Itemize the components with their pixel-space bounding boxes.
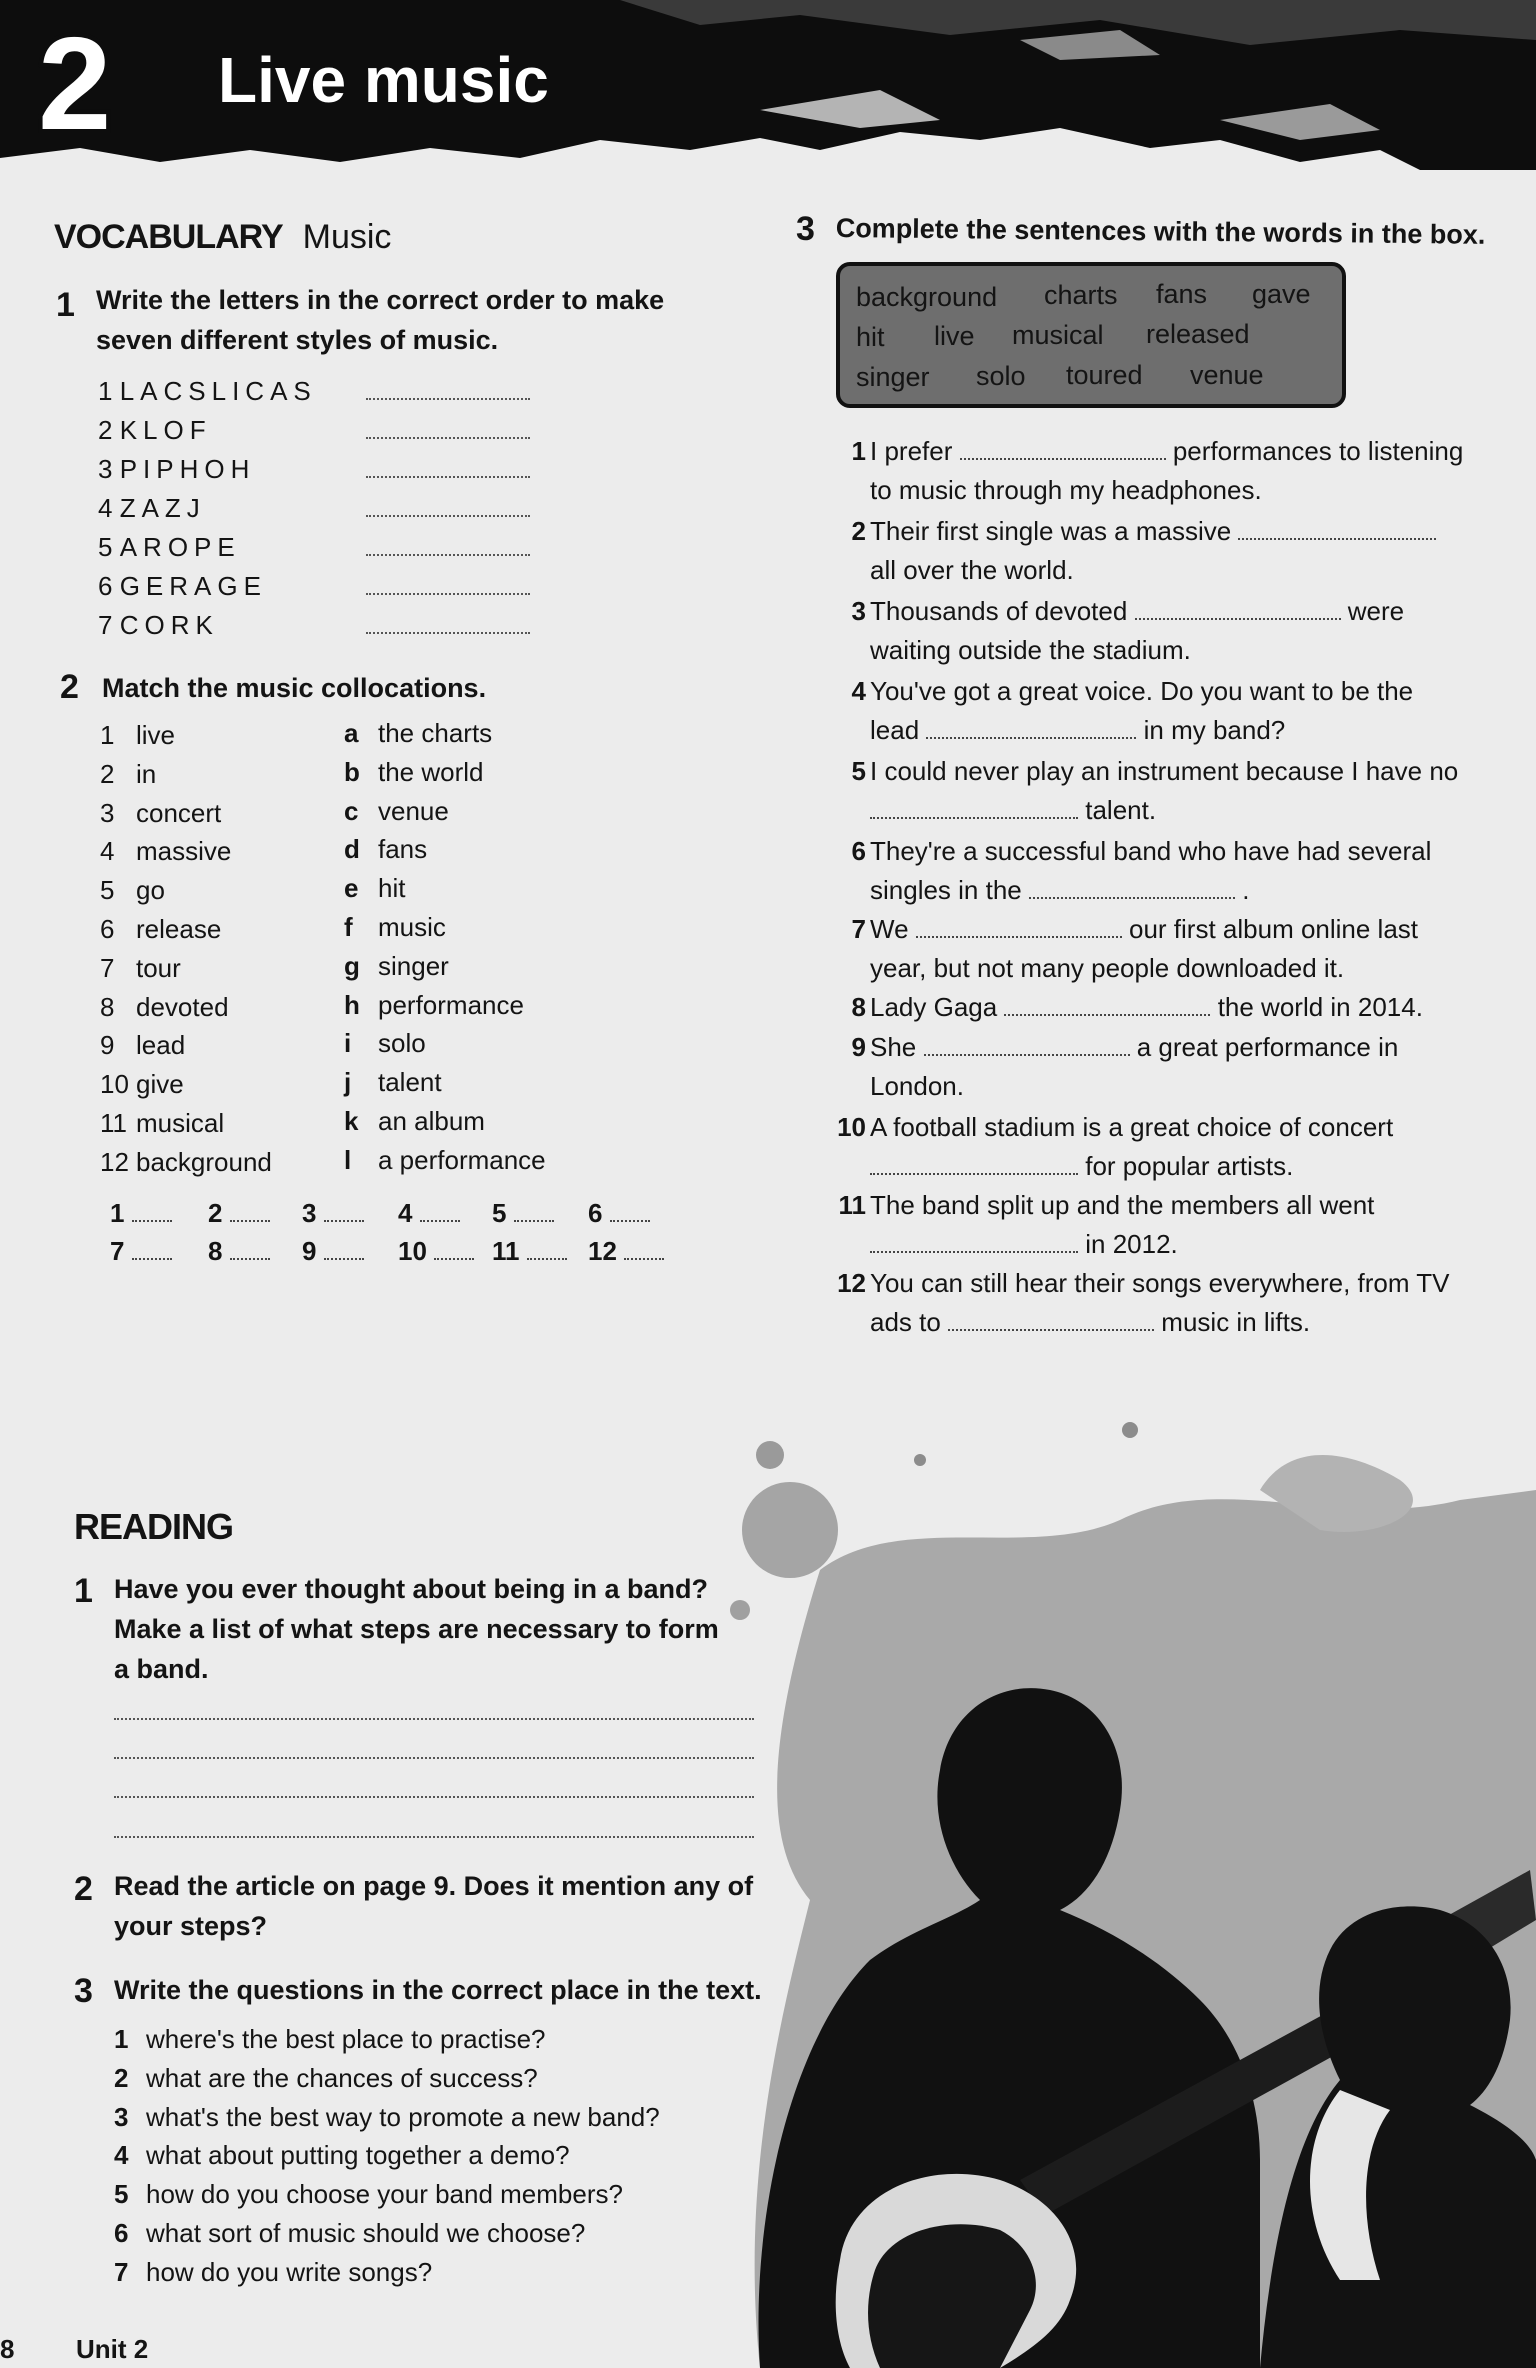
vocabulary-subheading: Music [302, 218, 392, 256]
sentence-text: . [1242, 875, 1250, 905]
scrambled-letters: ZAZJ [119, 493, 206, 523]
answer-number: 5 [492, 1198, 507, 1228]
answer-blank[interactable] [366, 437, 530, 439]
word-box-word: singer [856, 362, 930, 392]
reading-ex3-instruction: Write the questions in the correct place in the text. [114, 1975, 762, 2005]
item-number: 12 [100, 1146, 129, 1177]
answer-blank[interactable] [366, 476, 530, 478]
item-number: 5 [100, 875, 115, 906]
unit-label: Unit 2 [76, 2334, 149, 2364]
collocation-right-item [344, 832, 427, 866]
item-letter: d [344, 834, 360, 865]
answer-number: 1 [110, 1198, 125, 1228]
sentence-text: Their first single was a massive [870, 516, 1232, 546]
item-number: 1 [98, 376, 113, 406]
sentence-text: You can still hear their songs everywhere, from TV [870, 1268, 1450, 1298]
collocation-left-item [100, 1145, 272, 1179]
list-item [98, 608, 219, 642]
item-text: hit [378, 873, 406, 904]
answer-blank[interactable] [366, 632, 530, 634]
sentence-1 [851, 432, 1490, 510]
item-text: in [136, 758, 157, 789]
answer-blank[interactable] [610, 1200, 650, 1222]
item-text: solo [378, 1028, 426, 1059]
reading-ex3-number: 3 [74, 1972, 93, 2010]
sentence-text: ads to [870, 1307, 941, 1337]
collocation-left-item [100, 834, 231, 868]
item-text: how do you write songs? [146, 2256, 433, 2287]
reading-ex2-line2: your steps? [114, 1911, 268, 1941]
item-letter: b [344, 756, 360, 787]
item-text: an album [378, 1106, 485, 1136]
item-number: 2 [100, 758, 115, 789]
band-photo [700, 1400, 1536, 2368]
collocation-right-item [344, 1104, 485, 1138]
word-box-word: toured [1066, 360, 1143, 390]
sentence-text: A football stadium is a great choice of concert [870, 1112, 1394, 1142]
reading-heading: READING [74, 1506, 234, 1547]
answer-slot[interactable] [110, 1234, 172, 1268]
question-item [114, 2255, 432, 2289]
scrambled-letters: GERAGE [119, 571, 267, 601]
answer-blank[interactable] [870, 1231, 1078, 1253]
writing-line[interactable] [114, 1836, 754, 1838]
item-text: the charts [378, 718, 493, 748]
sentence-8 [851, 988, 1490, 1027]
reading-ex2-number: 2 [74, 1870, 93, 1908]
sentence-text: Lady Gaga [870, 992, 998, 1022]
answer-number: 4 [398, 1198, 413, 1228]
sentence-text: I prefer [870, 436, 953, 466]
reading-ex1-line3: a band. [114, 1654, 209, 1684]
answer-blank[interactable] [960, 438, 1166, 460]
sentence-text: singles in the [870, 875, 1022, 905]
answer-blank[interactable] [132, 1200, 172, 1222]
item-letter: j [344, 1067, 352, 1098]
answer-slot[interactable] [398, 1234, 474, 1268]
collocation-left-item [100, 1106, 224, 1140]
answer-number: 2 [208, 1198, 223, 1228]
collocation-left-item [100, 796, 221, 830]
answer-slot[interactable] [588, 1196, 650, 1230]
collocation-right-item [344, 755, 484, 789]
word-box-word: solo [976, 361, 1026, 391]
question-item [114, 2022, 546, 2056]
item-text: give [136, 1069, 184, 1100]
sentence-text: the world in 2014. [1217, 992, 1423, 1022]
item-text: massive [136, 836, 232, 867]
item-text: a performance [378, 1144, 546, 1175]
sentence-text: The band split up and the members all went [870, 1190, 1375, 1220]
list-item [98, 413, 212, 447]
scrambled-letters: LACSLICAS [119, 376, 317, 406]
unit-number: 2 [38, 10, 112, 157]
reading-ex1-line1: Have you ever thought about being in a band? [114, 1574, 709, 1604]
answer-number: 8 [208, 1236, 223, 1266]
vocab-ex2-number: 2 [60, 668, 79, 706]
word-box-word: released [1146, 319, 1250, 349]
word-box-word: fans [1156, 279, 1208, 309]
scrambled-letters: CORK [119, 610, 219, 640]
item-number: 3 [100, 797, 115, 828]
collocation-right-item [344, 910, 446, 944]
item-text: lead [136, 1030, 186, 1061]
answer-blank[interactable] [1004, 994, 1210, 1016]
answer-slot[interactable] [302, 1196, 364, 1230]
item-number: 7 [114, 2256, 129, 2287]
item-number: 6 [100, 914, 115, 944]
sentence-5 [851, 752, 1510, 830]
item-letter: h [344, 989, 360, 1020]
sentence-text: We [870, 914, 909, 944]
answer-blank[interactable] [624, 1238, 664, 1260]
answer-blank[interactable] [132, 1238, 172, 1260]
answer-blank[interactable] [1238, 518, 1436, 540]
sentence-7 [851, 910, 1490, 988]
answer-blank[interactable] [366, 593, 530, 595]
list-item [98, 491, 206, 525]
collocation-left-item [100, 990, 229, 1024]
answer-blank[interactable] [366, 398, 530, 400]
reading-ex2-line1: Read the article on page 9. Does it mention any of [114, 1871, 754, 1901]
collocation-left-item [100, 718, 175, 752]
item-text: performance [378, 989, 524, 1020]
sentence-number: 10 [837, 1112, 866, 1142]
sentence-text: our first album online last [1129, 914, 1419, 944]
word-box [836, 262, 1346, 408]
item-text: live [136, 720, 176, 750]
item-number: 5 [98, 532, 113, 562]
vocab-ex3-instruction: Complete the sentences with the words in the box. [835, 212, 1486, 250]
answer-blank[interactable] [230, 1238, 270, 1260]
item-number: 6 [114, 2218, 129, 2248]
question-item [114, 2061, 538, 2095]
sentence-text: music in lifts. [1161, 1307, 1311, 1337]
vocabulary-heading [54, 218, 391, 257]
answer-number: 3 [302, 1198, 317, 1228]
item-letter: i [344, 1028, 352, 1059]
collocation-left-item [100, 873, 165, 907]
writing-line[interactable] [114, 1718, 754, 1720]
item-text: what's the best way to promote a new band? [146, 2101, 660, 2132]
sentence-11 [838, 1186, 1490, 1264]
sentence-text: were [1347, 596, 1405, 626]
answer-blank[interactable] [434, 1238, 474, 1260]
collocation-right-item [344, 794, 449, 828]
sentence-3 [851, 592, 1490, 670]
writing-line[interactable] [114, 1796, 754, 1798]
answer-number: 9 [302, 1236, 317, 1266]
answer-blank[interactable] [1029, 877, 1235, 899]
item-text: background [136, 1146, 272, 1177]
sentence-number: 2 [851, 516, 866, 546]
unit-title: Live music [218, 44, 549, 116]
answer-blank[interactable] [870, 797, 1078, 819]
sentence-number: 12 [837, 1268, 866, 1298]
sentence-number: 5 [851, 756, 866, 786]
answer-slot[interactable] [492, 1234, 567, 1268]
sentence-text: to music through my headphones. [870, 475, 1262, 505]
answer-blank[interactable] [916, 916, 1122, 938]
item-number: 2 [114, 2062, 129, 2093]
sentence-text: I could never play an instrument because I have no [870, 756, 1459, 786]
sentence-9 [851, 1028, 1490, 1106]
collocation-right-item [344, 716, 492, 750]
scrambled-letters: KLOF [119, 415, 212, 445]
item-number: 1 [100, 720, 115, 750]
question-item [114, 2177, 623, 2211]
scrambled-letters: PIPHOH [119, 454, 256, 484]
answer-number: 10 [398, 1236, 427, 1266]
item-text: musical [136, 1108, 225, 1138]
answer-blank[interactable] [324, 1238, 364, 1260]
answer-blank[interactable] [324, 1200, 364, 1222]
list-item [98, 374, 317, 408]
sentence-number: 3 [851, 596, 866, 626]
item-text: where's the best place to practise? [146, 2024, 546, 2054]
item-text: music [378, 912, 446, 942]
item-number: 8 [100, 991, 115, 1022]
answer-slot[interactable] [208, 1234, 270, 1268]
sentence-number: 1 [851, 436, 866, 466]
collocation-left-item [100, 912, 221, 946]
sentence-text: year, but not many people downloaded it. [870, 953, 1345, 983]
sentence-text: talent. [1085, 795, 1157, 825]
item-text: how do you choose your band members? [146, 2179, 623, 2210]
collocation-right-item [344, 949, 449, 983]
word-box-word: live [934, 321, 975, 351]
reading-ex1-instruction [114, 1569, 719, 1689]
answer-blank[interactable] [948, 1309, 1154, 1331]
collocation-left-item [100, 757, 156, 791]
sentence-number: 11 [838, 1190, 866, 1220]
vocab-ex1-instruction [96, 280, 664, 360]
answer-blank[interactable] [230, 1200, 270, 1222]
collocation-left-item [100, 1067, 184, 1101]
collocation-right-item [344, 988, 524, 1022]
item-text: what sort of music should we choose? [146, 2218, 586, 2248]
sentence-text: lead [870, 715, 920, 745]
reading-ex1-line2: Make a list of what steps are necessary to form [114, 1614, 719, 1644]
item-number: 7 [100, 952, 115, 983]
item-number: 4 [114, 2140, 129, 2171]
sentence-2 [851, 512, 1490, 590]
vocab-ex1-instruction-line1: Write the letters in the correct order to make [96, 285, 665, 315]
sentence-text: performances to listening [1172, 436, 1464, 466]
answer-blank[interactable] [420, 1200, 460, 1222]
answer-slot[interactable] [302, 1234, 364, 1268]
answer-slot[interactable] [492, 1196, 554, 1230]
item-text: what are the chances of success? [146, 2062, 538, 2093]
item-number: 7 [98, 610, 113, 640]
list-item [98, 452, 255, 486]
sentence-text: waiting outside the stadium. [870, 635, 1191, 665]
answer-number: 7 [110, 1236, 125, 1266]
sentence-text: a great performance in [1136, 1032, 1399, 1062]
vocab-ex1-number: 1 [56, 286, 75, 324]
item-letter: e [344, 873, 359, 904]
collocation-left-item [100, 1028, 185, 1062]
item-number: 2 [98, 415, 113, 445]
answer-number: 12 [588, 1236, 617, 1266]
word-box-word: gave [1252, 279, 1311, 309]
word-box-word: charts [1044, 280, 1118, 310]
item-number: 11 [100, 1108, 127, 1138]
reading-ex2-instruction [114, 1866, 753, 1946]
vocabulary-heading-text: VOCABULARY [54, 218, 283, 256]
collocation-right-item [344, 1065, 442, 1099]
collocation-right-item [344, 871, 405, 905]
word-box-word: hit [856, 322, 885, 352]
item-text: devoted [136, 991, 229, 1022]
sentence-text: They're a successful band who have had several [870, 836, 1432, 866]
list-item [98, 569, 267, 603]
answer-blank[interactable] [924, 1034, 1130, 1056]
answer-number: 6 [588, 1198, 603, 1228]
item-text: talent [378, 1067, 442, 1098]
reading-ex1-number: 1 [74, 1572, 93, 1610]
item-text: venue [378, 795, 449, 826]
item-number: 3 [114, 2101, 129, 2132]
item-letter: g [344, 950, 360, 981]
sentence-number: 8 [851, 992, 866, 1022]
sentence-12 [837, 1264, 1510, 1342]
word-box-word: venue [1190, 360, 1264, 390]
collocation-right-item [344, 1026, 426, 1060]
list-item [98, 530, 241, 564]
sentence-text: You've got a great voice. Do you want to be the [870, 676, 1414, 706]
item-text: what about putting together a demo? [146, 2140, 570, 2171]
vocab-ex3-number: 3 [796, 210, 815, 248]
answer-blank[interactable] [366, 515, 530, 517]
item-text: the world [378, 756, 484, 787]
sentence-text: in my band? [1143, 715, 1286, 745]
sentence-number: 4 [851, 676, 866, 706]
answer-blank[interactable] [1135, 598, 1341, 620]
item-text: go [136, 875, 165, 906]
vocab-ex1-instruction-line2: seven different styles of music. [96, 325, 499, 355]
answer-blank[interactable] [926, 717, 1136, 739]
answer-number: 11 [492, 1236, 520, 1266]
sentence-number: 9 [851, 1032, 866, 1062]
item-number: 6 [98, 571, 113, 601]
vocab-ex2-instruction: Match the music collocations. [102, 673, 487, 703]
sentence-text: She [870, 1032, 917, 1062]
sentence-text: for popular artists. [1085, 1151, 1294, 1181]
answer-slot[interactable] [588, 1234, 664, 1268]
sentence-4 [851, 672, 1490, 750]
answer-blank[interactable] [366, 554, 530, 556]
scrambled-letters: AROPE [119, 532, 241, 562]
item-letter: a [344, 718, 359, 748]
sentence-text: in 2012. [1085, 1229, 1178, 1259]
item-number: 10 [100, 1069, 129, 1100]
item-text: fans [378, 834, 428, 865]
item-number: 9 [100, 1030, 115, 1061]
item-number: 4 [98, 493, 113, 523]
sentence-10 [837, 1108, 1490, 1186]
sentence-text: all over the world. [870, 555, 1074, 585]
word-box-word: background [856, 282, 998, 312]
item-letter: f [344, 912, 353, 942]
item-text: singer [378, 950, 449, 981]
word-box-word: musical [1012, 320, 1104, 350]
collocation-left-item [100, 951, 181, 985]
question-item [114, 2216, 585, 2250]
answer-blank[interactable] [514, 1200, 554, 1222]
item-number: 1 [114, 2024, 129, 2054]
item-letter: c [344, 795, 359, 826]
sentence-number: 6 [851, 836, 866, 866]
item-number: 5 [114, 2179, 129, 2210]
sentence-6 [851, 832, 1490, 910]
answer-slot[interactable] [208, 1196, 270, 1230]
answer-slot[interactable] [110, 1196, 172, 1230]
item-letter: l [344, 1144, 352, 1175]
question-item [114, 2138, 570, 2172]
answer-blank[interactable] [527, 1238, 567, 1260]
item-text: tour [136, 952, 181, 983]
writing-line[interactable] [114, 1757, 754, 1759]
item-letter: k [344, 1106, 359, 1136]
collocation-right-item [344, 1143, 546, 1177]
item-number: 4 [100, 836, 115, 867]
page-number: 8 [0, 2334, 15, 2364]
sentence-number: 7 [851, 914, 866, 944]
answer-blank[interactable] [870, 1153, 1078, 1175]
question-item [114, 2100, 660, 2134]
answer-slot[interactable] [398, 1196, 460, 1230]
sentence-text: London. [870, 1071, 964, 1101]
item-text: release [136, 914, 222, 944]
sentence-text: Thousands of devoted [870, 596, 1128, 626]
item-number: 3 [98, 454, 113, 484]
item-text: concert [136, 797, 222, 828]
